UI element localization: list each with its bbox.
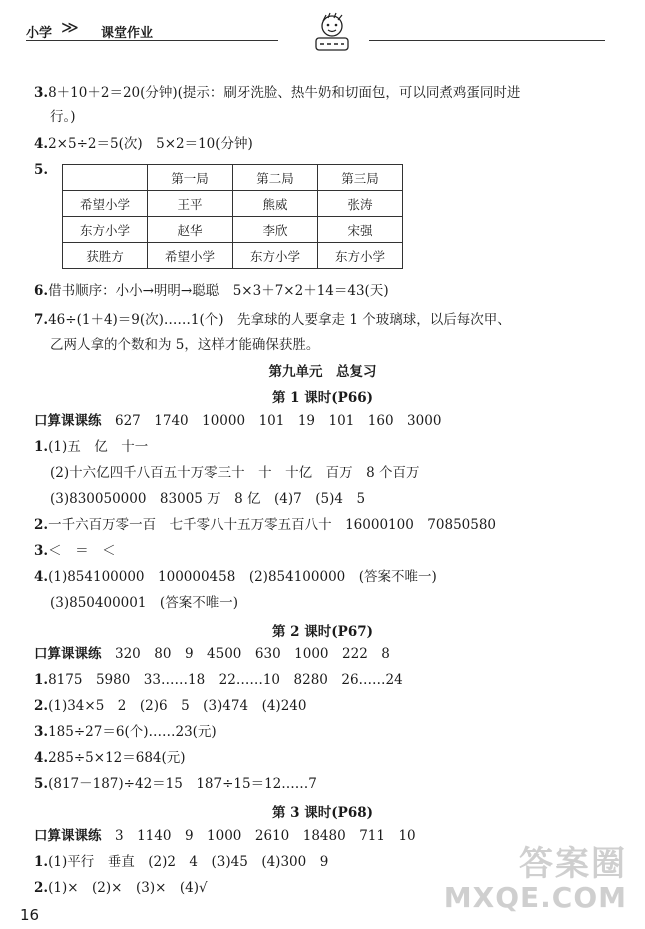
table-row [63,191,403,217]
lesson-3-line: 2.(1)× (2)× (3)× (4)√ [34,880,208,896]
table-cell: 熊威 [233,191,318,217]
lesson-1-line: (3)830050000 83005 万 8 亿 (4)7 (5)4 5 [50,491,366,507]
header-tag: 小学 [26,26,53,41]
match-results-table [62,164,403,269]
table-row [63,217,403,243]
item-4: 4.2×5÷2＝5(次) 5×2＝10(分钟) [34,136,253,152]
table-cell: 东方小学 [63,217,148,243]
item-5: 5. [34,162,49,178]
table-cell: 东方小学 [318,243,403,269]
lesson-2-title: 第 2 课时(P67) [271,624,373,640]
lesson-1-line: 4.(1)854100000 100000458 (2)854100000 (答案不唯一) [34,569,437,585]
double-chevron-icon: ≫ [61,18,74,38]
table-cell: 赵华 [148,217,233,243]
lesson-1-title: 第 1 课时(P66) [271,390,373,406]
item-3-cont: 行。) [50,109,76,125]
lesson-1-line: (2)十六亿四千八百五十万零三十 十 十亿 百万 8 个百万 [50,465,420,481]
unit-title: 第九单元 总复习 [268,364,377,380]
lesson-1-line: (3)850400001 (答案不唯一) [50,595,238,611]
table-cell: 王平 [148,191,233,217]
lesson-1-line: 3.＜ ＝ ＜ [34,543,116,559]
lesson-3-oral: 口算课课练 3 1140 9 1000 2610 18480 711 10 [34,828,416,844]
lesson-2-line: 5.(817－187)÷42＝15 187÷15＝12……7 [34,776,317,792]
lesson-3-title: 第 3 课时(P68) [271,805,373,821]
table-cell: 张涛 [318,191,403,217]
lesson-1-line: 2.一千六百万零一百 七千零八十五万零五百八十 16000100 70850580 [34,517,497,533]
table-cell: 东方小学 [233,243,318,269]
lesson-2-line: 2.(1)34×5 2 (2)6 5 (3)474 (4)240 [34,698,307,714]
header-subtitle: 课堂作业 [101,26,154,41]
watermark-line1: 答案圈 [519,844,627,884]
item-7-cont: 乙两人拿的个数和为 5，这样才能确保获胜。 [50,337,320,353]
lesson-3-line: 1.(1)平行 垂直 (2)2 4 (3)45 (4)300 9 [34,854,329,870]
item-6: 6.借书顺序：小小→明明→聪聪 5×3＋7×2＋14＝43(天) [34,283,389,299]
table-cell: 希望小学 [148,243,233,269]
page-number: 16 [20,906,40,924]
header-rule-right [369,40,605,41]
table-row [63,243,403,269]
table-cell [63,165,148,191]
header-rule-left [26,40,278,41]
table-cell: 宋强 [318,217,403,243]
watermark-line2: MXQE.COM [443,881,627,914]
lesson-2-line: 4.285÷5×12＝684(元) [34,750,186,766]
item-3: 3.8＋10＋2＝20(分钟)(提示：刷牙洗脸、热牛奶和切面包，可以同煮鸡蛋同时进 [34,85,521,101]
lesson-1-oral: 口算课课练 627 1740 10000 101 19 101 160 3000 [34,413,442,429]
lesson-1-line: 1.(1)五 亿 十一 [34,439,149,455]
lesson-2-line: 1.8175 5980 33……18 22……10 8280 26……24 [34,672,403,688]
table-cell: 李欣 [233,217,318,243]
lesson-2-oral: 口算课课练 320 80 9 4500 630 1000 222 8 [34,646,390,662]
page-header [26,18,606,58]
watermark [444,836,627,914]
item-7: 7.46÷(1＋4)＝9(次)……1(个) 先拿球的人要拿走 1 个玻璃球，以后每次甲、 [34,312,511,328]
table-cell: 第二局 [233,165,318,191]
mascot-icon [304,12,360,56]
table-cell: 第三局 [318,165,403,191]
lesson-2-line: 3.185÷27＝6(个)……23(元) [34,724,217,740]
table-header-row [63,165,403,191]
table-cell: 第一局 [148,165,233,191]
table-cell: 希望小学 [63,191,148,217]
table-cell: 获胜方 [63,243,148,269]
